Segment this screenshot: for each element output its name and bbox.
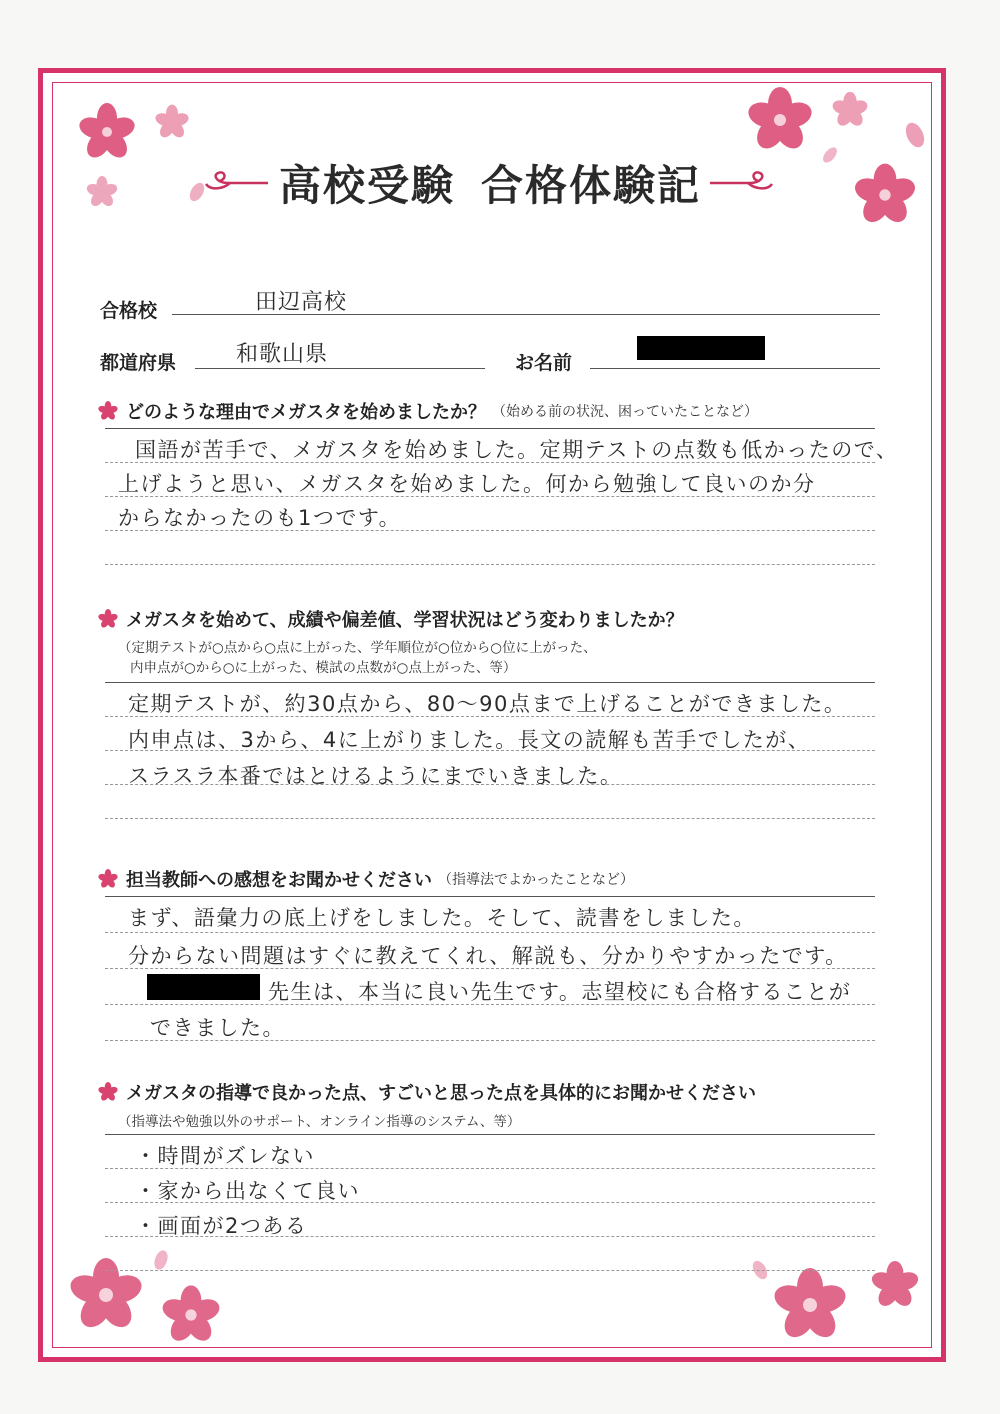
title-flourish-right-icon [708,168,778,198]
name-label: お名前 [515,352,573,374]
question-4-sub: （指導法や勉強以外のサポート、オンライン指導のシステム、等） [118,1114,521,1130]
page-title [180,148,800,218]
answer-4-line-2: ・家から出なくて良い [135,1179,360,1203]
question-1-text: どのような理由でメガスタを始めましたか？ [126,402,486,423]
prefecture-line [195,368,485,369]
question-1-note: （始める前の状況、困っていたことなど） [492,404,758,420]
answer-1-rule-1 [105,428,875,429]
question-2 [98,606,684,632]
sakura-bullet-icon [98,609,118,629]
prefecture-value: 和歌山県 [236,342,329,367]
sakura-bullet-icon [98,1082,118,1102]
teacher-name-redaction [147,974,260,1000]
answer-1-line-1: 国語が苦手で、メガスタを始めました。定期テストの点数も低かったので、 [135,438,899,462]
answer-2-line-2: 内申点は、3から、4に上がりました。長文の読解も苦手でしたが、 [128,728,811,752]
answer-3-line-2: 分からない問題はすぐに教えてくれ、解説も、分かりやすかったです。 [128,944,848,968]
sakura-cluster-bottom-right-icon [740,1245,935,1355]
sakura-cluster-bottom-left-icon [56,1240,256,1355]
answer-2-rule-5 [105,818,875,819]
answer-4-rule-1 [105,1134,875,1135]
answer-4-line-3: ・画面が2つある [135,1214,308,1238]
question-2-sub-2: 内申点が○から○に上がった、模試の点数が○点上がった、等） [130,660,517,676]
answer-4-line-1: ・時間がズレない [135,1144,315,1168]
school-label: 合格校 [100,300,158,322]
question-3-note: （指導法でよかったことなど） [438,872,634,888]
answer-3-line-3: 先生は、本当に良い先生です。志望校にも合格することが [268,980,852,1004]
prefecture-label: 都道府県 [100,352,177,374]
question-4 [98,1079,756,1105]
title-part2: 合格体験記 [481,161,702,210]
question-2-text: メガスタを始めて、成績や偏差値、学習状況はどう変わりましたか？ [126,610,684,631]
answer-1-line-3: からなかったのも1つです。 [118,506,402,530]
question-2-sub-1: （定期テストが○点から○点に上がった、学年順位が○位から○位に上がった、 [118,640,597,656]
question-3-text: 担当教師への感想をお聞かせください [126,870,432,891]
answer-3-rule-1 [105,896,875,897]
sakura-bullet-icon [98,869,118,889]
name-redaction [637,336,765,360]
question-3 [98,866,634,892]
question-1 [98,398,758,424]
answer-1-line-2: 上げようと思い、メガスタを始めました。何から勉強して良いのか分 [118,472,816,496]
answer-3-line-1: まず、語彙力の底上げをしました。そして、読書をしました。 [128,906,756,930]
answer-4-rule-5 [105,1270,875,1271]
answer-2-line-1: 定期テストが、約30点から、80～90点まで上げることができました。 [128,692,847,716]
answer-1-rule-5 [105,564,875,565]
school-value: 田辺高校 [255,290,348,315]
answer-2-rule-1 [105,682,875,683]
answer-3-line-4: できました。 [150,1016,285,1040]
sakura-bullet-icon [98,401,118,421]
title-part1: 高校受験 [278,161,455,210]
question-4-text: メガスタの指導で良かった点、すごいと思った点を具体的にお聞かせください [126,1083,756,1104]
answer-3-rule-2 [105,932,875,933]
name-line [590,368,880,369]
answer-2-line-3: スラスラ本番ではとけるようにまでいきました。 [128,764,623,788]
